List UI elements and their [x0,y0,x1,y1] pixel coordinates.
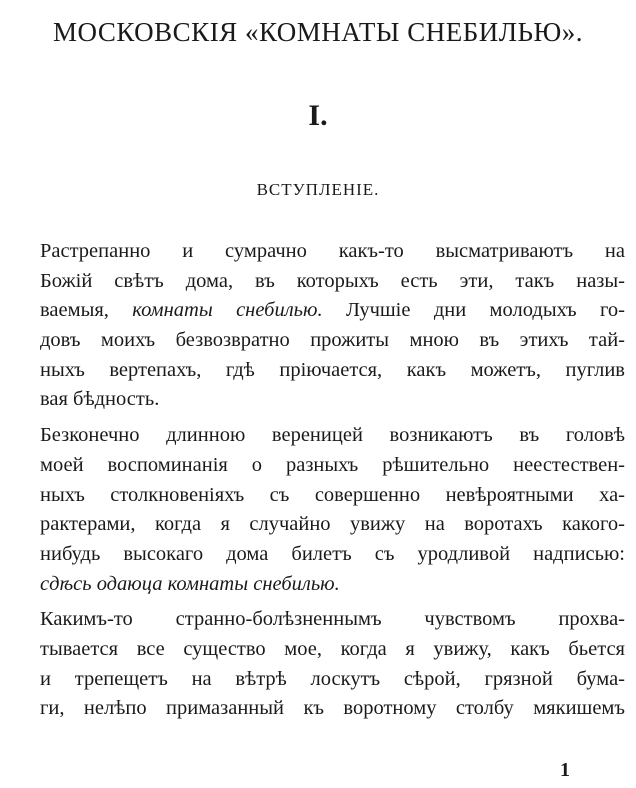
text-line [40,421,625,451]
text-line [40,296,625,326]
italic-text: сдѣсь одаюца комнаты снебилью. [40,572,340,595]
chapter-number: I. [308,99,328,132]
text-line [40,356,625,386]
text-run: Безконечно длинною вереницей возникаютъ въ головѣ [40,424,625,447]
text-line [40,635,625,665]
text-line [40,694,625,724]
text-run: и трепещетъ на вѣтрѣ лоскутъ сѣрой, грязной бума- [40,667,625,690]
text-run: Растрепанно и сумрачно какъ-то высматриваютъ на [40,240,625,262]
italic-text: комнаты снебилью. [132,299,323,322]
page-number: 1 [560,759,570,781]
text-line [40,510,625,540]
body-text [40,237,625,724]
text-line [40,605,625,635]
text-line [40,665,625,695]
text-run: нибудь высокаго дома билетъ съ уродливой надписью: [40,542,625,565]
text-run: ваемыя, [40,299,133,322]
text-line [40,451,625,481]
text-run: Какимъ-то странно-болѣзненнымъ чувствомъ прохва- [40,608,625,631]
text-line [40,481,625,511]
text-run: ги, нелѣпо примазанный къ воротному столбу мякишемъ [40,697,625,720]
text-run: довъ моихъ безвозвратно прожиты мною въ этихъ тай- [40,329,625,352]
text-run: вая бѣдность. [40,388,160,411]
text-run: моей воспоминанія о разныхъ рѣшительно неестествен- [40,453,625,476]
text-line [40,540,625,570]
text-line [40,326,625,356]
paragraph [40,421,625,599]
text-run: ныхъ столкновеніяхъ съ совершенно невѣроятными ха- [40,483,625,506]
text-line [40,237,625,267]
text-run: Божій свѣтъ дома, въ которыхъ есть эти, такъ назы- [40,269,625,292]
page-title: МОСКОВСКІЯ «КОМНАТЫ СНЕБИЛЬЮ». [52,17,584,47]
text-line [40,385,625,415]
text-run: рактерами, когда я случайно увижу на воротахъ какого- [40,513,625,536]
text-run: Лучшіе дни молодыхъ го- [322,299,625,322]
text-line [40,267,625,297]
text-run: ныхъ вертепахъ, гдѣ пріючается, какъ можетъ, пуглив [40,358,625,381]
text-run: тывается все существо мое, когда я увижу, какъ бьется [40,637,625,660]
text-line [40,570,625,600]
paragraph [40,605,625,724]
paragraph [40,237,625,415]
section-heading: ВСТУПЛЕНІЕ. [256,180,380,199]
